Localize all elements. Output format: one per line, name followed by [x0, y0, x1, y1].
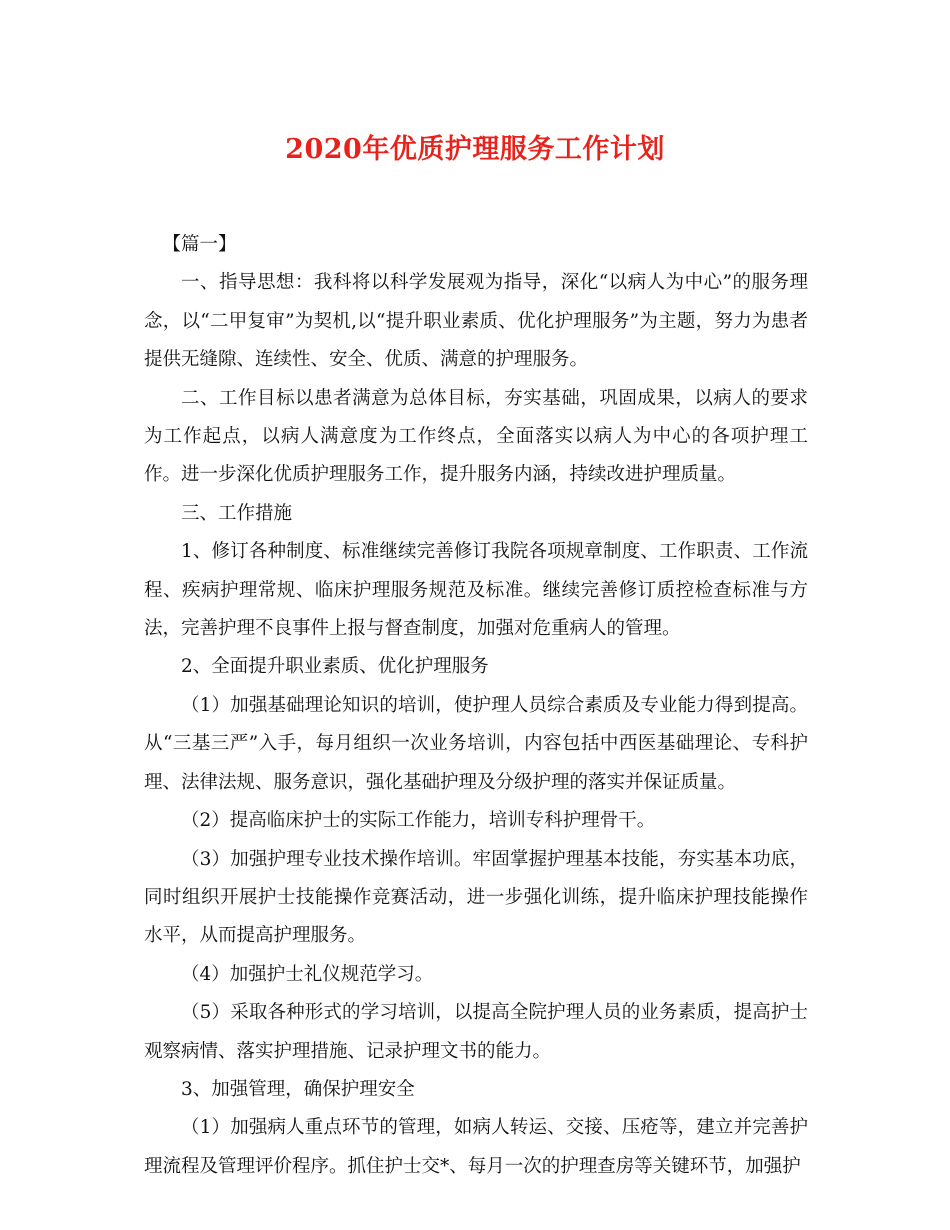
paragraph-measure-2-item-3: （3）加强护理专业技术操作培训。牢固掌握护理基本技能，夯实基本功底，同时组织开展护士技能操作竞赛活动，进一步强化训练，提升临床护理技能操作水平，从而提高护理服务。: [144, 848, 808, 947]
paragraph-measure-2-item-5: （5）采取各种形式的学习培训，以提高全院护理人员的业务素质，提高护士观察病情、落实护理措施、记录护理文书的能力。: [144, 1002, 808, 1062]
paragraph-measure-3-item-1: （1）加强病人重点环节的管理，如病人转运、交接、压疮等，建立并完善护理流程及管理评价程序。抓住护士交*、每月一次的护理查房等关键环节，加强护: [144, 1117, 808, 1177]
paragraph-work-measures-heading: 三、工作措施: [181, 502, 293, 524]
section-label: 【篇一】: [162, 234, 237, 255]
document-title: 2020年优质护理服务工作计划: [285, 134, 665, 165]
paragraph-measure-2-item-4: （4）加强护士礼仪规范学习。: [181, 963, 434, 985]
document-body: [144, 226, 808, 1186]
paragraph-guiding-ideology: 一、指导思想：我科将以科学发展观为指导，深化“以病人为中心”的服务理念，以“二甲复审”为契机,以“提升职业素质、优化护理服务”为主题，努力为患者提供无缝隙、连续性、安全、优质、满意的护理服务。: [144, 272, 808, 371]
paragraph-measure-3-heading: 3、加强管理，确保护理安全: [181, 1078, 415, 1100]
paragraph-measure-1: 1、修订各种制度、标准继续完善修订我院各项规章制度、工作职责、工作流程、疾病护理常规、临床护理服务规范及标准。继续完善修订质控检查标准与方法，完善护理不良事件上报与督查制度，加强对危重病人的管理。: [144, 541, 808, 640]
paragraph-work-goals: 二、工作目标以患者满意为总体目标，夯实基础，巩固成果，以病人的要求为工作起点，以病人满意度为工作终点，全面落实以病人为中心的各项护理工作。进一步深化优质护理服务工作，提升服务内涵，持续改进护理质量。: [144, 387, 808, 486]
paragraph-measure-2-item-1: （1）加强基础理论知识的培训，使护理人员综合素质及专业能力得到提高。从“三基三严”入手，每月组织一次业务培训，内容包括中西医基础理论、专科护理、法律法规、服务意识，强化基础护理及分级护理的落实并保证质量。: [144, 694, 808, 793]
paragraph-measure-2-heading: 2、全面提升职业素质、优化护理服务: [181, 656, 489, 678]
paragraph-measure-2-item-2: （2）提高临床护士的实际工作能力，培训专科护理骨干。: [181, 810, 656, 832]
